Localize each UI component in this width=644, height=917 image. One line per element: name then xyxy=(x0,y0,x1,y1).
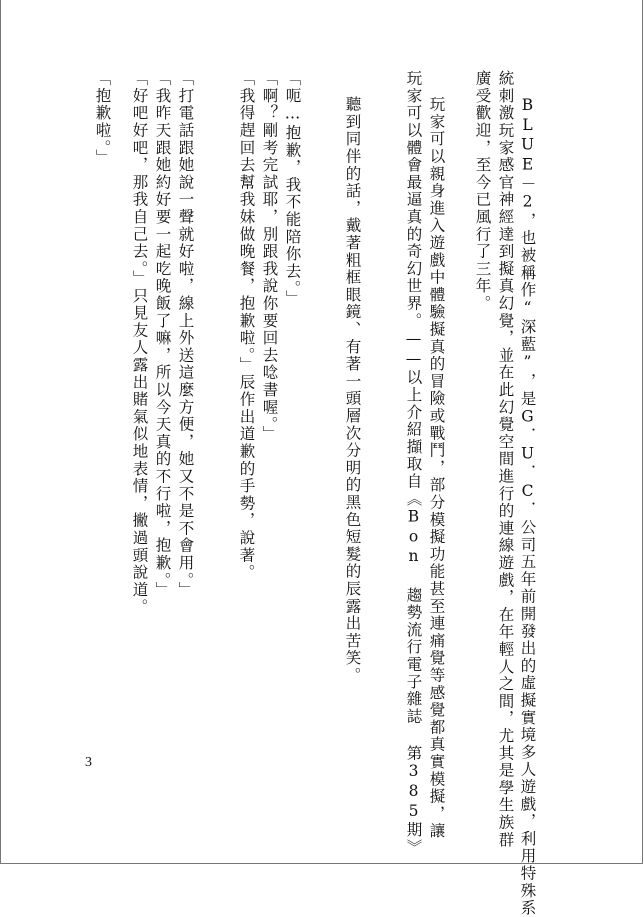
page-number: 3 xyxy=(85,755,92,770)
dialogue-line-5: 「我昨天跟她約好要一起吃晚飯了嘛，所以今天真的不行啦，抱歉。」 xyxy=(153,70,172,599)
text-line-2: 統刺激玩家感官神經達到擬真幻覺，並在此幻覺空間進行的連線遊戲，在年輕人之間，尤其是學生族群 xyxy=(496,70,515,849)
dialogue-line-1: 「呃…抱歉，我不能陪你去。」 xyxy=(283,70,302,307)
text-line-1: BLUE－2，也被稱作“深藍”，是G．U．C．公司五年前開發出的虛擬實境多人遊戲，利用特殊系 xyxy=(518,96,537,917)
dialogue-line-6: 「好吧好吧，那我自己去。」只見友人露出賭氣似地表情，撇過頭說道。 xyxy=(130,70,149,616)
text-line-6: 聽到同伴的話，戴著粗框眼鏡、有著一頭層次分明的黑色短髮的辰露出苦笑。 xyxy=(343,96,362,685)
dialogue-line-2: 「啊？剛考完試耶，別跟我說你要回去唸書喔。」 xyxy=(260,70,279,443)
dialogue-line-4: 「打電話跟她說一聲就好啦，線上外送這麼方便，她又不是不會用。」 xyxy=(176,70,195,599)
dialogue-line-3: 「我得趕回去幫我妹做晚餐，抱歉啦。」辰作出道歉的手勢，說著。 xyxy=(237,70,256,582)
text-line-4: 玩家可以親身進入遊戲中體驗擬真的冒險或戰鬥，部分模擬功能甚至連痛覺等感覺都真實模擬，讓 xyxy=(427,96,446,840)
dialogue-line-7: 「抱歉啦。」 xyxy=(93,70,112,167)
text-line-5: 玩家可以體會最逼真的奇幻世界。——以上介紹擷取自《Bon 趨勢流行電子雜誌 第385期》 xyxy=(404,70,423,857)
text-line-3: 廣受歡迎，至今已風行了三年。 xyxy=(473,70,492,313)
